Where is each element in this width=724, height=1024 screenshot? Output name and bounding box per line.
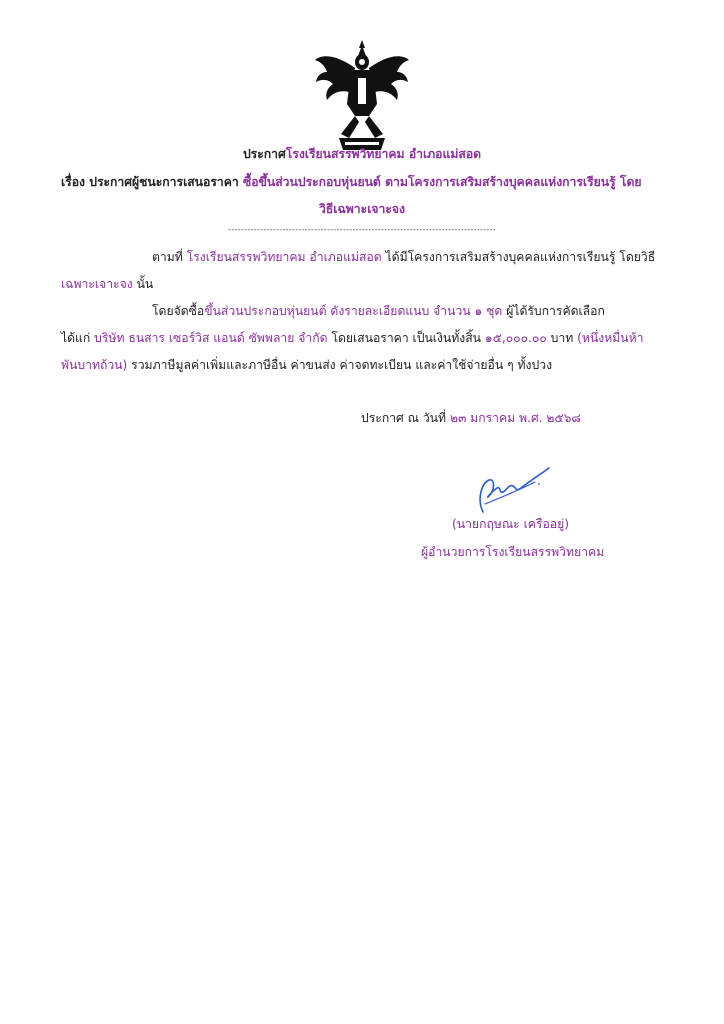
paragraph-2	[152, 303, 605, 319]
signer-position: ผู้อำนวยการโรงเรียนสรรพวิทยาคม	[421, 545, 605, 559]
paragraph-1-line-2	[61, 276, 153, 292]
amount-words-end: พันบาทถ้วน)	[61, 358, 128, 372]
p1-method: เฉพาะเจาะจง	[61, 277, 133, 291]
amount: ๑๕,๐๐๐.๐๐	[484, 331, 547, 345]
p3-text-b: โดยเสนอราคา เป็นเงินทั้งสิ้น	[331, 331, 481, 345]
p2-text-b: ผู้ได้รับการคัดเลือก	[506, 304, 605, 318]
subject-line-2: วิธีเฉพาะเจาะจง	[319, 202, 405, 216]
signature-image	[455, 462, 555, 517]
amount-words: (หนึ่งหมื่นห้า	[577, 331, 644, 345]
p2-text-a: โดยจัดซื้อ	[152, 304, 205, 318]
subject-text: ซื้อขึ้นส่วนประกอบหุ่นยนต์ ตามโครงการเสริมสร้างบุคคลแห่งการเรียนรู้ โดย	[242, 175, 642, 189]
paragraph-2-line-3	[61, 357, 552, 373]
currency: บาท	[550, 331, 574, 345]
p1-school: โรงเรียนสรรพวิทยาคม อำเภอแม่สอด	[186, 250, 382, 264]
vendor-name: บริษัท ธนสาร เซอร์วิส แอนด์ ซัพพลาย จำกัด	[94, 331, 328, 345]
subject-label: เรื่อง ประกาศผู้ชนะการเสนอราคา	[61, 175, 239, 189]
title-school: โรงเรียนสรรพวิทยาคม อำเภอแม่สอด	[285, 147, 482, 161]
title-prefix: ประกาศ	[242, 147, 286, 161]
document-title	[0, 146, 724, 162]
p3-text-a: ได้แก่	[61, 331, 91, 345]
p1-text-a: ตามที่	[152, 250, 183, 264]
announce-label: ประกาศ ณ วันที่	[361, 411, 447, 425]
p2-item: ขึ้นส่วนประกอบหุ่นยนต์ ดังรายละเอียดแนบ จำนวน ๑ ชุด	[204, 304, 503, 318]
p1-text-b: ได้มีโครงการเสริมสร้างบุคคลแห่งการเรียนรู้ โดยวิธี	[385, 250, 656, 264]
signer-name: (นายกฤษณะ เครืออยู่)	[452, 517, 569, 531]
paragraph-2-line-2	[61, 330, 644, 346]
announce-date-line	[361, 410, 581, 426]
garuda-emblem-icon	[311, 38, 413, 152]
announce-date: ๒๓ มกราคม พ.ศ. ๒๕๖๘	[449, 411, 581, 425]
paragraph-1	[152, 249, 655, 265]
divider: ------------------------------------------------------------------------------------	[228, 225, 496, 234]
p1-end: นั้น	[136, 277, 154, 291]
subject-line	[61, 174, 642, 190]
tax-note: รวมภาษีมูลค่าเพิ่มและภาษีอื่น ค่าขนส่ง ค่าจดทะเบียน และค่าใช้จ่ายอื่น ๆ ทั้งปวง	[131, 358, 553, 372]
